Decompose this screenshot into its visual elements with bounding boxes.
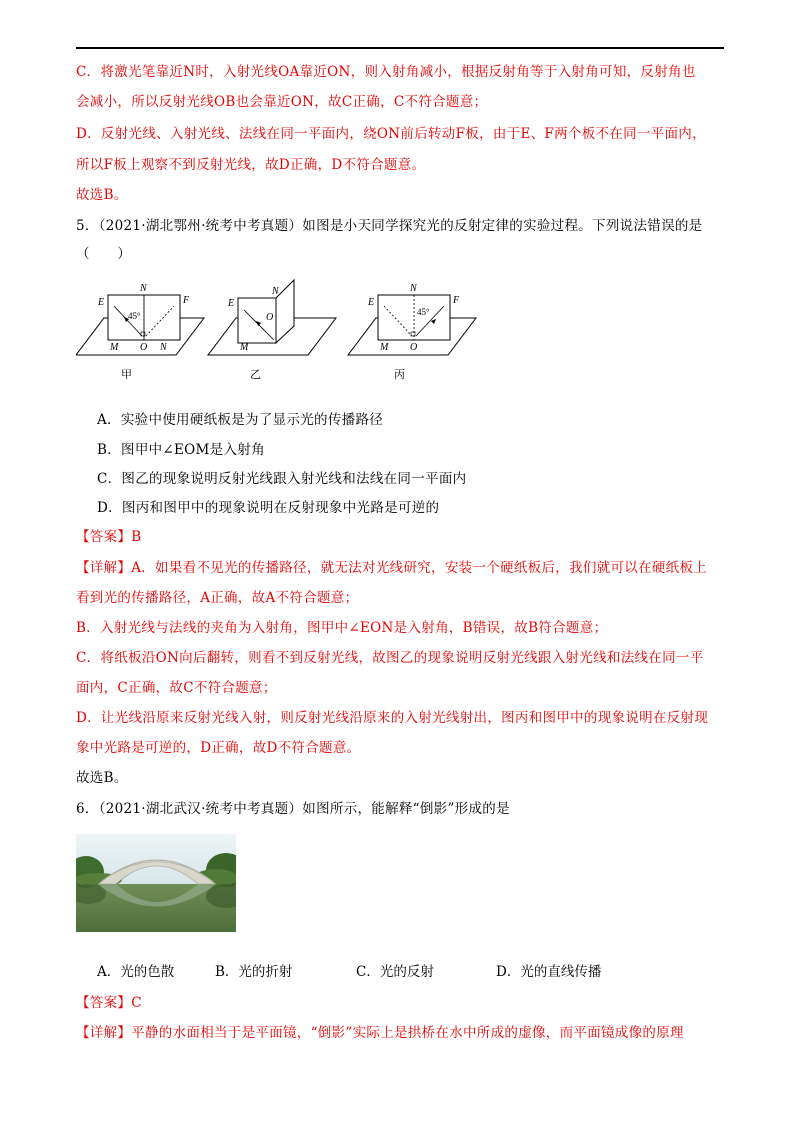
caption-yi: 乙 bbox=[250, 368, 261, 381]
prev-explanation-d-line2: 所以F板上观察不到反射光线，故D正确，D不符合题意。 bbox=[76, 157, 426, 173]
q5-detail-line3: B．入射光线与法线的夹角为入射角，图甲中∠EON是入射角，B错误，故B符合题意； bbox=[76, 620, 608, 636]
prev-conclusion: 故选B。 bbox=[76, 187, 128, 203]
q6-answer: 【答案】C bbox=[76, 995, 142, 1011]
q6-stem: 6．（2021·湖北武汉·统考中考真题）如图所示，能解释“倒影”形成的是 bbox=[76, 801, 510, 817]
bridge-reflection-photo bbox=[76, 834, 236, 932]
caption-jia: 甲 bbox=[121, 368, 132, 381]
q5-detail-line6: D．让光线沿原来反射光线入射，则反射光线沿原来的入射光线射出，图丙和图甲中的现象说明在反射现 bbox=[76, 710, 709, 726]
label-m: M bbox=[240, 342, 249, 353]
label-e: E bbox=[228, 298, 235, 309]
q5-detail-line7: 象中光路是可逆的，D正确，故D不符合题意。 bbox=[76, 740, 361, 756]
q5-option-a: A．实验中使用硬纸板是为了显示光的传播路径 bbox=[97, 412, 384, 428]
label-angle: 45° bbox=[128, 311, 141, 321]
label-e: E bbox=[368, 297, 375, 308]
q5-option-c: C．图乙的现象说明反射光线跟入射光线和法线在同一平面内 bbox=[97, 471, 467, 487]
q5-detail-line5: 面内，C正确，故C不符合题意； bbox=[76, 680, 277, 696]
q5-answer-paren: （ ） bbox=[76, 246, 132, 262]
q6-option-d: D．光的直线传播 bbox=[496, 964, 602, 980]
figure-jia bbox=[76, 283, 204, 381]
q6-option-a: A．光的色散 bbox=[97, 964, 175, 980]
label-f: F bbox=[453, 295, 460, 306]
label-n: N bbox=[410, 283, 417, 294]
q5-stem: 5．（2021·湖北鄂州·统考中考真题）如图是小天同学探究光的反射定律的实验过程。下列说法错误的是 bbox=[76, 218, 703, 234]
q6-option-b: B．光的折射 bbox=[215, 964, 293, 980]
prev-explanation-c-line1: C．将激光笔靠近N时，入射光线OA靠近ON，则入射角减小，根据反射角等于入射角可知，反射角也 bbox=[76, 64, 696, 80]
q5-detail-line4: C．将纸板沿ON向后翻转，则看不到反射光线，故图乙的现象说明反射光线跟入射光线和法线在同一平 bbox=[76, 650, 704, 666]
label-o: O bbox=[410, 342, 418, 353]
label-m: M bbox=[110, 342, 119, 353]
q5-experiment-figure bbox=[76, 268, 516, 388]
q5-option-b: B．图甲中∠EOM是入射角 bbox=[97, 442, 265, 458]
caption-bing: 丙 bbox=[394, 368, 405, 381]
q5-option-d: D．图丙和图甲中的现象说明在反射现象中光路是可逆的 bbox=[97, 500, 440, 516]
prev-explanation-c-line2: 会减小，所以反射光线OB也会靠近ON，故C正确，C不符合题意； bbox=[76, 94, 488, 110]
q6-option-c: C．光的反射 bbox=[356, 964, 434, 980]
label-e: E bbox=[98, 297, 105, 308]
figure-bing bbox=[348, 283, 476, 381]
header-rule bbox=[76, 47, 724, 49]
label-n2: N bbox=[160, 342, 167, 353]
label-n: N bbox=[272, 286, 279, 297]
q5-detail-line2: 看到光的传播路径，A正确，故A不符合题意； bbox=[76, 590, 359, 606]
q5-conclusion: 故选B。 bbox=[76, 770, 128, 786]
label-o: O bbox=[140, 342, 148, 353]
label-n: N bbox=[140, 283, 147, 294]
prev-explanation-d-line1: D．反射光线、入射光线、法线在同一平面内，绕ON前后转动F板，由于E、F两个板不在同一平面内， bbox=[76, 126, 706, 142]
q6-detail-line1: 【详解】平静的水面相当于是平面镜，“倒影”实际上是拱桥在水中所成的虚像，而平面镜成像的原理 bbox=[76, 1025, 684, 1041]
label-m: M bbox=[380, 342, 389, 353]
label-o: O bbox=[266, 312, 274, 323]
q5-answer: 【答案】B bbox=[76, 529, 142, 545]
figure-yi bbox=[208, 280, 336, 381]
label-f: F bbox=[183, 295, 190, 306]
label-angle: 45° bbox=[417, 307, 430, 317]
q5-detail-line1: 【详解】A．如果看不见光的传播路径，就无法对光线研究，安装一个硬纸板后，我们就可以在硬纸板上 bbox=[76, 560, 708, 576]
